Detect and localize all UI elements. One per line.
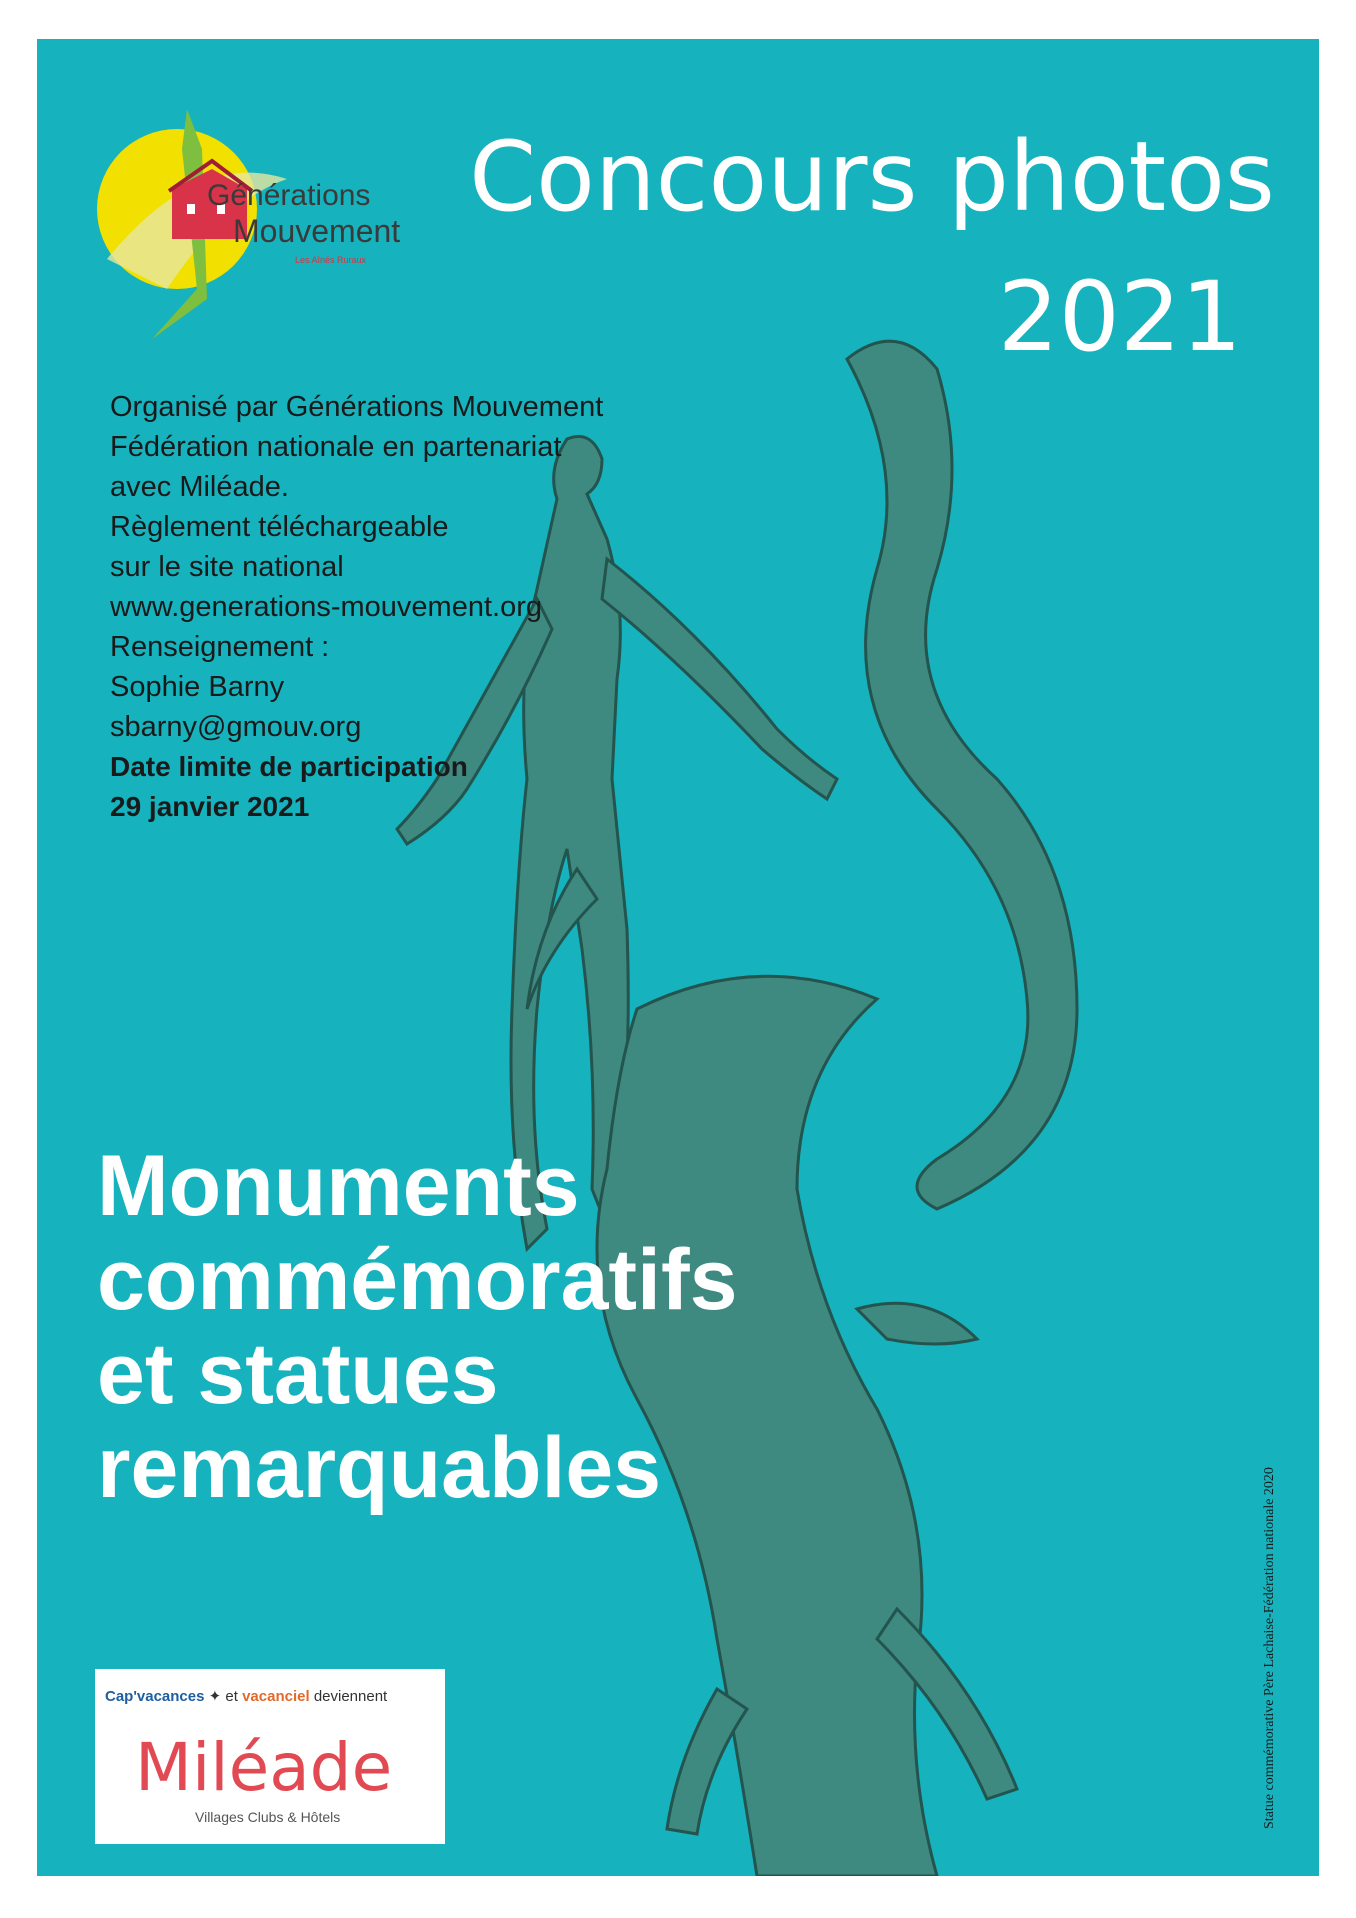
info-line: avec Miléade. bbox=[110, 471, 289, 503]
contact-name: Sophie Barny bbox=[110, 671, 285, 703]
headline-line: et statues bbox=[97, 1326, 499, 1422]
mileade-subtitle: Villages Clubs & Hôtels bbox=[195, 1809, 341, 1825]
headline-line: Monuments bbox=[97, 1138, 580, 1234]
info-line: Règlement téléchargeable bbox=[110, 511, 449, 543]
logo-line-1: Générations bbox=[207, 179, 371, 212]
vacanciel-label: vacanciel bbox=[242, 1688, 310, 1705]
info-line: Renseignement : bbox=[110, 631, 330, 663]
mileade-logo: Miléade bbox=[135, 1729, 393, 1806]
contact-email-link[interactable]: sbarny@gmouv.org bbox=[110, 711, 362, 743]
logo-tagline: Les Aînés Ruraux bbox=[295, 255, 367, 265]
deadline-date: 29 janvier 2021 bbox=[110, 791, 310, 822]
cap-vacances-label: Cap'vacances bbox=[105, 1688, 205, 1705]
partner-line bbox=[105, 1687, 387, 1705]
connector-label: et bbox=[225, 1688, 238, 1705]
photo-credit: Statue commémorative Père Lachaise-Fédération nationale 2020 bbox=[1262, 1467, 1277, 1829]
headline bbox=[97, 1139, 737, 1515]
logo-line-2: Mouvement bbox=[233, 213, 401, 249]
info-line: Organisé par Générations Mouvement bbox=[110, 391, 604, 423]
website-link[interactable]: www.generations-mouvement.org bbox=[110, 591, 542, 623]
deadline-label: Date limite de participation bbox=[110, 751, 468, 782]
headline-line: remarquables bbox=[97, 1420, 662, 1516]
info-line: Fédération nationale en partenariat bbox=[110, 431, 562, 463]
info-block bbox=[110, 387, 670, 827]
poster bbox=[37, 39, 1319, 1876]
star-icon: ✦ bbox=[208, 1688, 222, 1705]
info-line: sur le site national bbox=[110, 551, 344, 583]
headline-line: commémoratifs bbox=[97, 1232, 738, 1328]
partner-logo-box bbox=[95, 1669, 445, 1844]
become-label: deviennent bbox=[313, 1688, 388, 1705]
title-line-1: Concours photos bbox=[469, 121, 1275, 233]
title-line-2: 2021 bbox=[997, 261, 1242, 373]
